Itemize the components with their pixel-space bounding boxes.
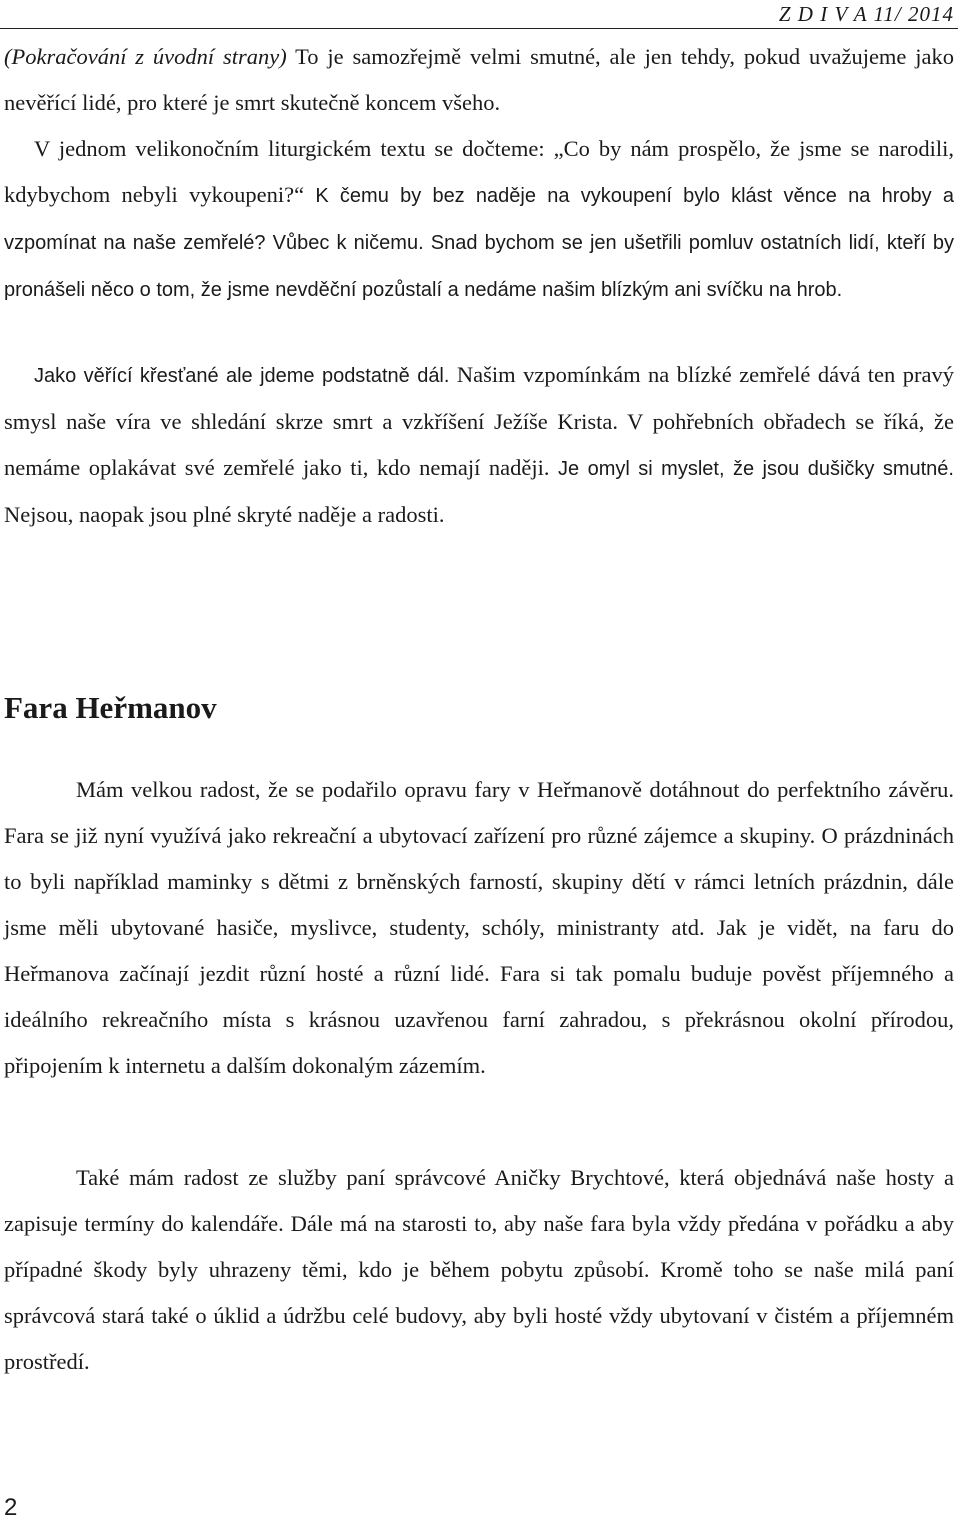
newsletter-issue-title: Z D I V A 11/ 2014 [778,2,954,26]
intro-paragraph [4,34,954,126]
continuation-label: (Pokračování z úvodní strany) [4,44,287,69]
page-number: 2 [4,1494,18,1521]
fara-paragraph-1: Mám velkou radost, že se podařilo opravu fary v Heřmanově dotáhnout do perfektního závěru. Fara se již nyní využívá jako rekreační a ubytovací zařízení pro různé zájemce a skupiny. O prázdninách to byli například maminky s dětmi z brněnských farností, skupiny dětí v rámci letních prázdnin, dále jsme měli ubytované hasiče, myslivce, studenty, schóly, ministranty atd. Jak je vidět, na faru do Heřmanova začínají jezdit různí hosté a různí lidé. Fara si tak pomalu buduje pověst příjemného a ideálního rekreačního místa s krásnou uzavřenou farní zahradou, s překrásnou okolní přírodou, připojením k internetu a dalším dokonalým zázemím. [4,777,954,1078]
p3-sentence-2: Našim vzpomínkám na blízké zemřelé dává ten pravý smysl naše víra ve shledání skrze smrt a vzkříšení Ježíše Krista. V pohřebních obřadech se říká, že nemáme oplakávat své zemřelé jako ti, kdo nemají naději. [4,362,954,480]
p2-sentence-3: Snad bychom se jen ušetřili pomluv ostatních lidí, kteří by pronášeli něco o tom, že jsme nevděční pozůstalí a nedáme našim blízkým ani svíčku na hrob. [4,232,954,301]
intro-text: To je samozřejmě velmi smutné, ale jen tehdy, pokud uvažujeme jako nevěřící lidé, pro které je smrt skutečně koncem všeho. [4,44,954,115]
fara-paragraph-2: Také mám radost ze služby paní správcové Aničky Brychtové, která objednává naše hosty a zapisuje termíny do kalendáře. Dále má na starosti to, aby naše fara byla vždy předána v pořádku a aby případné škody byly uhrazeny těmi, kdo je během pobytu způsobí. Kromě toho se naše milá paní správcová stará také o úklid a údržbu celé budovy, aby byli hosté vždy ubytovaní v čistém a příjemném prostředí. [4,1165,954,1374]
section-heading: Fara Heřmanov [4,690,217,725]
p3-sentence-1: Jako věřící křesťané ale jdeme podstatně dál. [34,365,450,387]
page-header [0,0,958,29]
p3-sentence-3: Je omyl si myslet, že jsou dušičky smutné. [549,458,954,480]
p2-sentence-2: K čemu by bez naděje na vykoupení bylo klást věnce na hroby a vzpomínat na naše zemřelé? Vůbec k ničemu. [4,185,954,254]
p2-sentence-1: V jednom velikonočním liturgickém textu se dočteme: „Co by nám prospělo, že jsme se narodili, kdybychom nebyli vykoupeni?“ [4,136,954,207]
p3-sentence-4: Nejsou, naopak jsou plné skryté naděje a radosti. [4,502,445,527]
body-paragraph-2 [4,126,954,313]
body-paragraph-3 [4,352,954,538]
